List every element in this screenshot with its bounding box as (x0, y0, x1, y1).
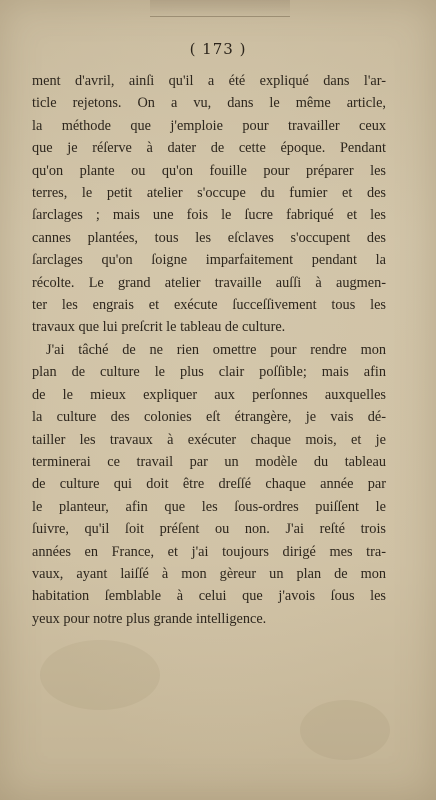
text-line: travaux que lui preſcrit le tableau de culture. (32, 319, 286, 336)
text-line: la culture des colonies eſt étrangère, je vais dé- (32, 409, 386, 426)
text-line: récolte. Le grand atelier travaille auſſi à augmen- (32, 274, 386, 291)
text-line: années en France, et j'ai toujours dirigé mes tra- (32, 543, 386, 560)
text-line: ſarclages qu'on ſoigne imparfaitement pendant la (32, 252, 386, 269)
paragraph (32, 70, 386, 339)
text-line: tailler les travaux à exécuter chaque mois, et je (32, 431, 386, 448)
page-number: ( 173 ) (189, 40, 247, 58)
paper-stain (300, 700, 390, 760)
text-line: cannes plantées, tous les eſclaves s'occupent des (32, 229, 386, 246)
text-line: plan de culture le plus clair poſſible; mais afin (32, 364, 386, 381)
text-line: le planteur, afin que les ſous-ordres puiſſent le (32, 498, 386, 515)
text-line: terres, le petit atelier s'occupe du fumier et des (32, 185, 386, 202)
binding-mark (150, 0, 290, 17)
text-line: ſarclages ; mais une fois le ſucre fabriqué et les (32, 207, 386, 224)
paper-stain (40, 640, 160, 710)
paragraph (32, 339, 386, 630)
text-line: qu'on plante ou qu'on fouille pour préparer les (32, 162, 386, 179)
text-line: ter les engrais et exécute ſucceſſivement tous les (32, 297, 386, 314)
text-line: J'ai tâché de ne rien omettre pour rendre mon (46, 341, 386, 358)
text-line: ment d'avril, ainſi qu'il a été expliqué dans l'ar- (32, 73, 386, 89)
text-line: ſuivre, qu'il ſoit préſent ou non. J'ai reſté trois (32, 521, 386, 538)
text-line: de culture qui doit être dreſſé chaque année par (32, 476, 386, 493)
text-line: yeux pour notre plus grande intelligence. (32, 610, 267, 627)
text-line: que je réſerve à dater de cette époque. Pendant (32, 140, 386, 157)
text-line: vaux, ayant laiſſé à mon gèreur un plan de mon (32, 565, 386, 582)
text-line: habitation ſemblable à celui que j'avois ſous les (32, 588, 386, 605)
text-line: de le mieux expliquer aux perſonnes auxquelles (32, 386, 386, 403)
body-text (32, 70, 386, 630)
text-line: ticle rejetons. On a vu, dans le même article, (32, 95, 386, 112)
text-line: la méthode que j'emploie pour travailler ceux (32, 117, 386, 134)
text-line: terminerai ce travail par un modèle du tableau (32, 453, 386, 470)
